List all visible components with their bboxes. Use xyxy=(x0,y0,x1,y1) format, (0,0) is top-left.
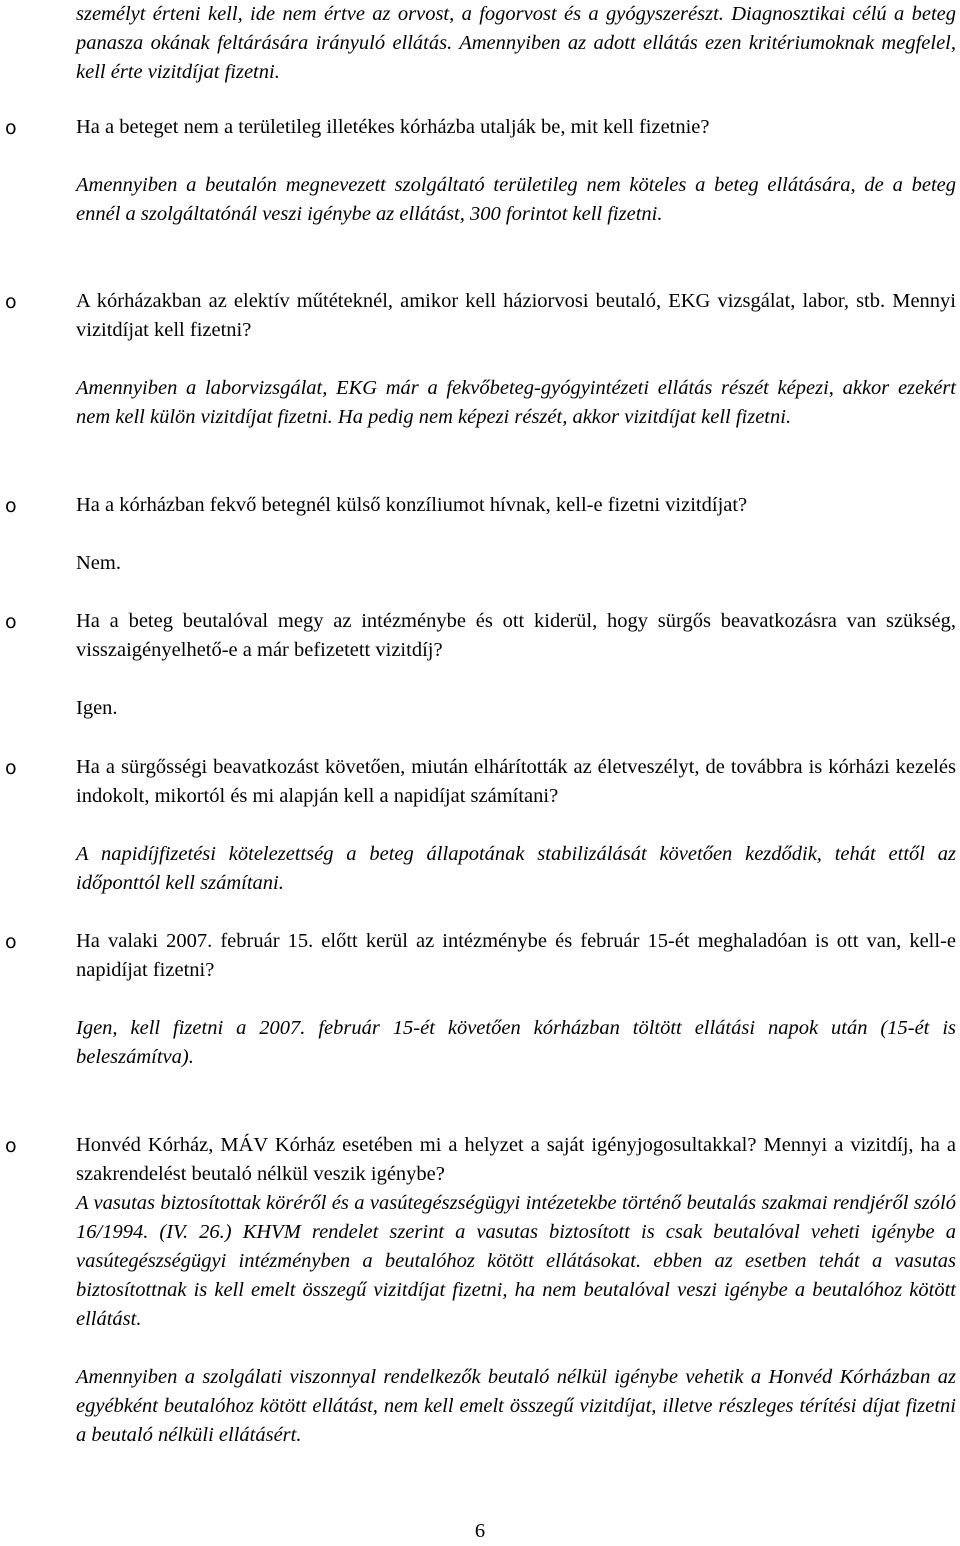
bullet-icon: o xyxy=(5,117,17,139)
question-paragraph: Honvéd Kórház, MÁV Kórház esetében mi a helyzet a saját igényjogosultakkal? Mennyi a vizitdíj, ha a szakrendelést beutaló nélkül veszik igénybe? xyxy=(76,1134,956,1185)
bullet-icon: o xyxy=(5,611,17,633)
bullet-icon: o xyxy=(5,495,17,517)
bullet-icon: o xyxy=(5,291,17,313)
answer-paragraph: Nem. xyxy=(76,552,121,574)
question-paragraph: Ha a kórházban fekvő betegnél külső konzíliumot hívnak, kell-e fizetni vizitdíjat? xyxy=(76,494,748,516)
answer-paragraph: A napidíjfizetési kötelezettség a beteg állapotának stabilizálását követően kezdődik, tehát ettől az időponttól kell számítani. xyxy=(76,843,956,894)
answer-paragraph: Igen, kell fizetni a 2007. február 15-ét követően kórházban töltött ellátási napok után (15-ét is beleszámítva). xyxy=(76,1017,956,1068)
bullet-icon: o xyxy=(5,757,17,779)
answer-paragraph: Amennyiben a laborvizsgálat, EKG már a fekvőbeteg-gyógyintézeti ellátás részét képezi, akkor ezekért nem kell külön vizitdíjat fizetni. Ha pedig nem képezi részét, akkor vizitdíjat kell fizetni. xyxy=(76,377,956,428)
answer-paragraph: Amennyiben a szolgálati viszonnyal rendelkezők beutaló nélkül igénybe vehetik a Honvéd Kórházban az egyébként beutalóhoz kötött ellátást, nem kell emelt összegű vizitdíjat, illetve részleges térítési díjat fizetni a beutaló nélküli ellátásért. xyxy=(76,1366,956,1446)
question-paragraph: Ha a sürgősségi beavatkozást követően, miután elhárították az életveszélyt, de továbbra is kórházi kezelés indokolt, mikortól és mi alapján kell a napidíjat számítani? xyxy=(76,756,956,807)
answer-paragraph-continued: személyt érteni kell, ide nem értve az orvost, a fogorvost és a gyógyszerészt. Diagnosztikai célú a beteg panasza okának feltárására irányuló ellátás. Amennyiben az adott ellátás ezen kritériumoknak megfelel, kell érte vizitdíjat fizetni. xyxy=(76,3,956,83)
question-paragraph: Ha a beteg beutalóval megy az intézménybe és ott kiderül, hogy sürgős beavatkozásra van szükség, visszaigényelhető-e a már befizetett vizitdíj? xyxy=(76,610,956,661)
bullet-icon: o xyxy=(5,1135,17,1157)
question-paragraph: Ha a beteget nem a területileg illetékes kórházba utalják be, mit kell fizetnie? xyxy=(76,116,710,138)
bullet-icon: o xyxy=(5,931,17,953)
answer-paragraph: A vasutas biztosítottak köréről és a vasútegészségügyi intézetekbe történő beutalás szakmai rendjéről szóló 16/1994. (IV. 26.) KHVM rendelet szerint a vasutas biztosított is csak beutalóval veheti igénybe a vasútegészségügyi intézményben a beutalóhoz kötött ellátásokat. ebben az esetben tehát a vasutas biztosítottnak is kell emelt összegű vizitdíjat fizetni, ha nem beutalóval veszi igénybe a beutalóhoz kötött ellátást. xyxy=(76,1192,956,1330)
answer-paragraph: Igen. xyxy=(76,697,118,719)
question-paragraph: Ha valaki 2007. február 15. előtt kerül az intézménybe és február 15-ét meghaladóan is ott van, kell-e napidíjat fizetni? xyxy=(76,930,956,981)
page-number: 6 xyxy=(474,1520,486,1542)
question-paragraph: A kórházakban az elektív műtéteknél, amikor kell háziorvosi beutaló, EKG vizsgálat, labor, stb. Mennyi vizitdíjat kell fizetni? xyxy=(76,290,956,341)
answer-paragraph: Amennyiben a beutalón megnevezett szolgáltató területileg nem köteles a beteg ellátására, de a beteg ennél a szolgáltatónál veszi igénybe az ellátást, 300 forintot kell fizetni. xyxy=(76,174,956,225)
